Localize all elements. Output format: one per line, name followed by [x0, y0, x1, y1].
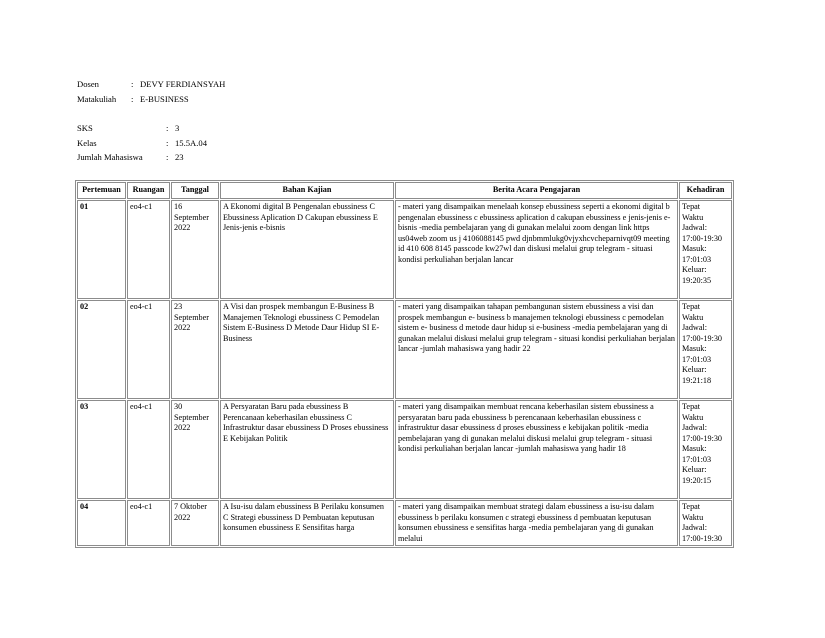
kehadiran-line: Jadwal:: [682, 523, 708, 532]
table-row: [77, 300, 732, 399]
dosen-label: Dosen: [77, 79, 99, 89]
cell-tanggal: 7 Oktober 2022: [171, 500, 219, 546]
sks-row: [77, 121, 207, 136]
sks-label: SKS: [77, 123, 93, 133]
kehadiran-line: 19:20:35: [682, 275, 712, 285]
kehadiran-line: Waktu: [682, 312, 704, 322]
cell-berita-acara: - materi yang disampaikan menelaah konsep ebussiness seperti a ekonomi digital b pengenalan ebussiness c ebussiness aplication d cakupan ebussiness e jenis-jenis e-bisnis -media pembelajaran yang di gunakan melalui zoom dengan link https us04web zoom us j 4106088145 pwd djnbmmlukg0vjyxhcvcheparnivqt09 meeting id 410 608 8145 passcode kw27wl dan diskusi melalui grup telegram - situasi kondisi perkuliahan berjalan lancar: [395, 200, 678, 299]
cell-pertemuan: 01: [77, 200, 126, 299]
kehadiran-line: Tepat: [682, 402, 701, 411]
course-info: [77, 77, 225, 106]
jumlah-value: 23: [175, 152, 184, 162]
cell-kehadiran: [679, 400, 732, 499]
sks-value: 3: [175, 123, 180, 133]
separator: :: [131, 79, 134, 89]
attendance-table: [75, 180, 734, 548]
cell-kehadiran: [679, 200, 732, 299]
kehadiran-line: Masuk:: [682, 244, 707, 253]
col-header-ruangan: Ruangan: [127, 182, 170, 199]
kehadiran-line: 17:01:03: [682, 454, 712, 464]
cell-kehadiran: [679, 300, 732, 399]
kelas-value: 15.5A.04: [175, 137, 207, 148]
kehadiran-line: Masuk:: [682, 344, 707, 353]
cell-kehadiran: [679, 500, 732, 546]
cell-ruangan: eo4-c1: [127, 400, 170, 499]
separator: :: [131, 93, 134, 104]
jumlah-label: Jumlah Mahasiswa: [77, 152, 143, 162]
cell-tanggal: 23 September 2022: [171, 300, 219, 399]
kehadiran-line: Keluar:: [682, 465, 707, 474]
cell-pertemuan: 03: [77, 400, 126, 499]
kehadiran-line: 17:01:03: [682, 354, 712, 364]
cell-bahan-kajian: A Visi dan prospek membangun E-Business B Manajemen Teknologi ebussiness C Pemodelan Sistem E-Business D Metode Daur Hidup SI E-Business: [220, 300, 394, 399]
cell-tanggal: 30 September 2022: [171, 400, 219, 499]
kehadiran-line: Keluar:: [682, 265, 707, 274]
cell-ruangan: eo4-c1: [127, 300, 170, 399]
cell-bahan-kajian: A Isu-isu dalam ebussiness B Perilaku konsumen C Strategi ebussiness D Pembuatan keputusan konsumen ebussiness E Sensifitas harga: [220, 500, 394, 546]
dosen-row: [77, 77, 225, 92]
kehadiran-line: Waktu: [682, 512, 704, 522]
separator: :: [166, 137, 169, 148]
cell-tanggal: 16 September 2022: [171, 200, 219, 299]
col-header-tanggal: Tanggal: [171, 182, 219, 199]
kehadiran-line: Tepat: [682, 302, 701, 311]
kehadiran-line: Tepat: [682, 202, 701, 211]
matkul-row: [77, 92, 225, 107]
cell-berita-acara: - materi yang disampaikan membuat strategi dalam ebussiness a isu-isu dalam ebussiness b perilaku konsumen c strategi ebussiness d pembuatan keputusan konsumen ebussiness e sensifitas harga -media pembelajaran yang di gunakan melalui: [395, 500, 678, 546]
kehadiran-line: 19:20:15: [682, 475, 712, 485]
cell-berita-acara: - materi yang disampaikan tahapan pembangunan sistem ebussiness a visi dan prospek membangun e- business b manajemen teknologi ebussiness c pemodelan sistem e- business d metode daur hidup si e-business -media pembelajaran yang di gunakan melalui diskusi melalui grup telegram - situasi kondisi perkuliahan berjalan lancar -jumlah mahasiswa yang hadir 22: [395, 300, 678, 399]
kelas-row: [77, 136, 207, 151]
kehadiran-line: 17:00-19:30: [682, 333, 723, 343]
table-row: [77, 400, 732, 499]
kehadiran-line: 19:21:18: [682, 375, 712, 385]
kehadiran-line: 17:00-19:30: [682, 233, 723, 243]
kehadiran-line: Jadwal:: [682, 223, 708, 232]
cell-bahan-kajian: A Persyaratan Baru pada ebussiness B Perencanaan keberhasilan ebussiness C Infrastruktur dasar ebussiness D Proses ebussiness E Kebijakan Politik: [220, 400, 394, 499]
matkul-label: Matakuliah: [77, 93, 117, 104]
kehadiran-line: Masuk:: [682, 444, 707, 453]
kehadiran-line: Keluar:: [682, 365, 707, 374]
col-header-kehadiran: Kehadiran: [679, 182, 732, 199]
kehadiran-line: Waktu: [682, 212, 704, 222]
col-header-berita-acara: Berita Acara Pengajaran: [395, 182, 678, 199]
col-header-bahan-kajian: Bahan Kajian: [220, 182, 394, 199]
col-header-pertemuan: Pertemuan: [77, 182, 126, 199]
kehadiran-line: 17:00-19:30: [682, 433, 723, 443]
separator: :: [166, 152, 169, 162]
cell-pertemuan: 02: [77, 300, 126, 399]
kehadiran-line: Jadwal:: [682, 323, 708, 332]
kehadiran-line: Waktu: [682, 412, 704, 422]
kehadiran-line: Tepat: [682, 502, 701, 511]
cell-ruangan: eo4-c1: [127, 500, 170, 546]
cell-berita-acara: - materi yang disampaikan membuat rencana keberhasilan sistem ebussiness a persyaratan baru pada ebussiness b perencanaan keberhasilan ebussiness c infrastruktur dasar ebussiness d proses ebussiness e kebijakan politik -media pembelajaran yang di gunakan melalui diskusi melalui grup telegram - situasi kondisi perkuliahan berjalan lancar -jumlah mahasiswa yang hadir 18: [395, 400, 678, 499]
jumlah-row: [77, 150, 207, 165]
dosen-value: DEVY FERDIANSYAH: [140, 79, 226, 89]
cell-ruangan: eo4-c1: [127, 200, 170, 299]
table-row: [77, 200, 732, 299]
table-header-row: [77, 182, 732, 199]
kehadiran-line: 17:00-19:30: [682, 533, 723, 543]
table-row: [77, 500, 732, 546]
class-info: [77, 121, 207, 165]
kehadiran-line: Jadwal:: [682, 423, 708, 432]
cell-pertemuan: 04: [77, 500, 126, 546]
matkul-value: E-BUSINESS: [140, 93, 189, 104]
separator: :: [166, 123, 169, 133]
kelas-label: Kelas: [77, 137, 97, 148]
kehadiran-line: 17:01:03: [682, 254, 712, 264]
cell-bahan-kajian: A Ekonomi digital B Pengenalan ebussiness C Ebussiness Aplication D Cakupan ebussiness E Jenis-jenis e-bisnis: [220, 200, 394, 299]
